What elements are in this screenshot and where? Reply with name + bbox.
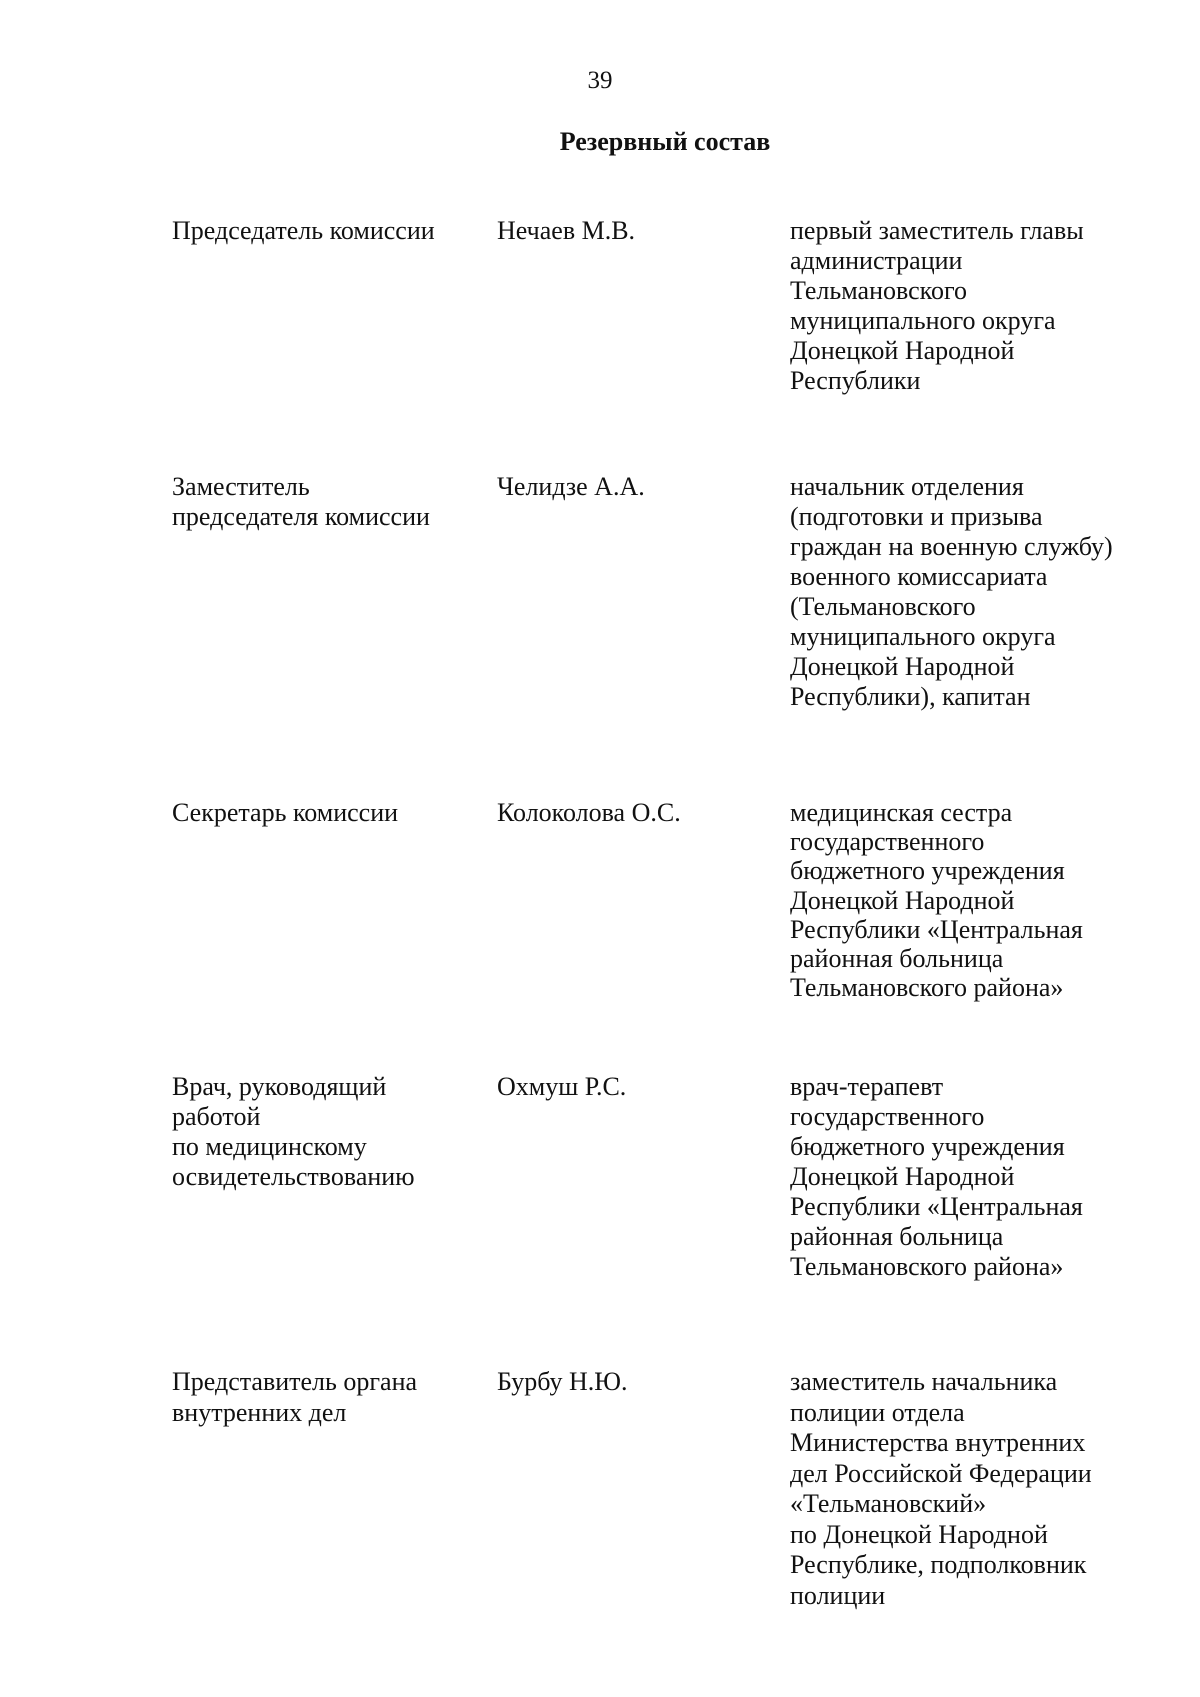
member-role: Представитель органа внутренних дел [172,1367,418,1427]
member-role: Заместитель председателя комиссии [172,472,430,531]
section-title: Резервный состав [559,127,771,156]
member-name: Челидзе А.А. [497,472,645,501]
member-name: Колоколова О.С. [497,798,681,827]
member-role: Врач, руководящий работой по медицинскому освидетельствованию [172,1072,415,1191]
member-role: Секретарь комиссии [172,798,399,827]
page-number: 39 [587,67,613,94]
member-name: Бурбу Н.Ю. [497,1367,628,1396]
member-name: Нечаев М.В. [497,216,636,245]
member-position: врач-терапевт государственного бюджетного учреждения Донецкой Народной Республики «Центральная районная больница Тельмановского района» [790,1072,1083,1281]
member-position: медицинская сестра государственного бюджетного учреждения Донецкой Народной Республики «Центральная районная больница Тельмановского района» [790,798,1083,1003]
member-position: начальник отделения (подготовки и призыва граждан на военную службу) военного комиссариата (Тельмановского муниципального округа Донецкой Народной Республики), капитан [790,472,1113,711]
member-role: Председатель комиссии [172,216,435,245]
member-position: первый заместитель главы администрации Тельмановского муниципального округа Донецкой Народной Республики [790,216,1084,395]
member-name: Охмуш Р.С. [497,1072,627,1101]
member-position: заместитель начальника полиции отдела Министерства внутренних дел Российской Федерации «Тельмановский» по Донецкой Народной Республике, подполковник полиции [790,1367,1092,1610]
